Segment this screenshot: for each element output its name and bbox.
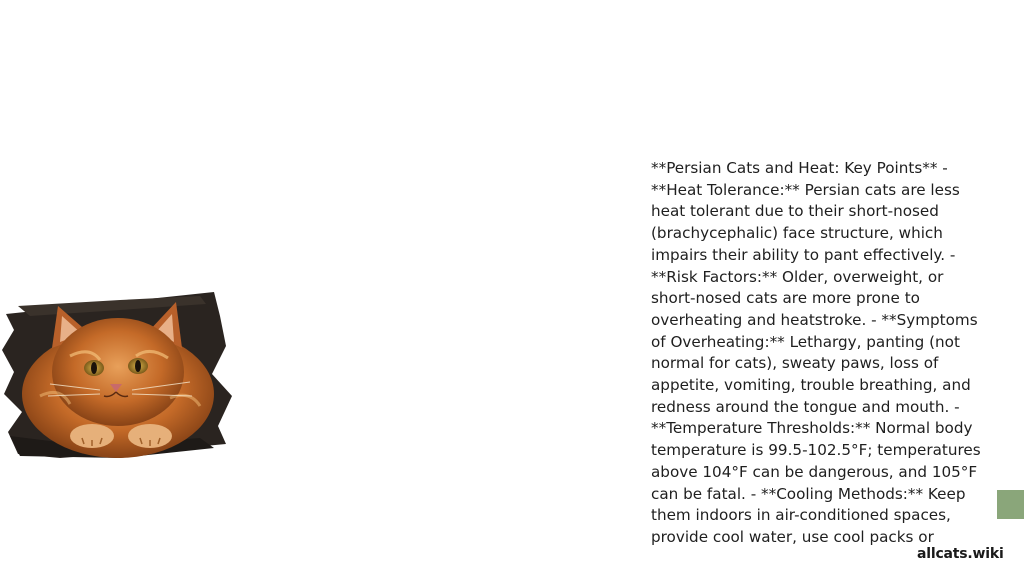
accent-square — [997, 490, 1024, 519]
site-watermark: allcats.wiki — [917, 546, 1004, 562]
persian-cat-illustration — [0, 286, 236, 466]
article-text: **Persian Cats and Heat: Key Points** - **Heat Tolerance:** Persian cats are less heat tolerant due to their short-nosed (brachycephalic) face structure, which impairs their ability to pant effectively. - **Risk Factors:** Older, overweight, or short-nosed cats are more prone to overheating and heatstroke. - **Symptoms of Overheating:** Lethargy, panting (not normal for cats), sweaty paws, loss of appetite, vomiting, trouble breathing, and redness around the tongue and mouth. - **Temperature Thresholds:** Normal body temperature is 99.5-102.5°F; temperatures above 104°F can be dangerous, and 105°F can be fatal. - **Cooling Methods:** Keep them indoors in air-conditioned spaces, provide cool water, use cool packs or — [651, 159, 981, 546]
